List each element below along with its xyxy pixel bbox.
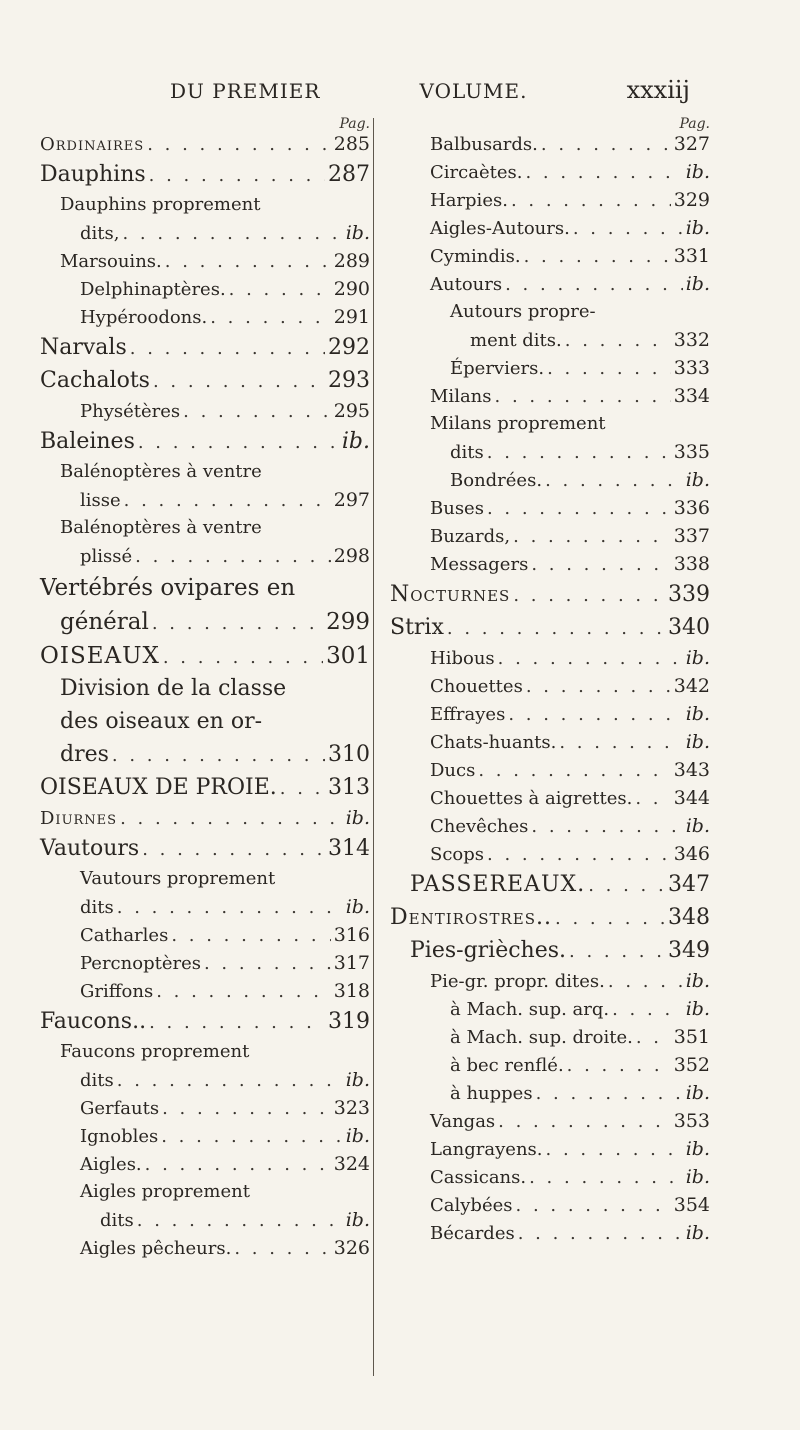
toc-entry: Chouettes . . . 342 (390, 674, 710, 698)
toc-entry-line: Vertébrés ovipares en (40, 575, 296, 601)
toc-entry: Chouettes à aigrettes. . . . 344 (390, 786, 710, 810)
toc-entry: Langrayens. . . . ib. (390, 1137, 710, 1161)
toc-entry: Harpies. . . . 329 (390, 188, 710, 212)
toc-entry: Chats-huants. . . . ib. (390, 730, 710, 754)
toc-entry: Messagers . . . 338 (390, 552, 710, 576)
toc-entry: Diurnes . . . ib. (40, 806, 370, 830)
header-center: VOLUME. (419, 79, 528, 103)
toc-entry: Marsouins. . . . 289 (40, 249, 370, 273)
toc-entry: Balbusards. . . . 327 (390, 132, 710, 156)
toc-entry: à bec renflé. . . . 352 (390, 1053, 710, 1077)
toc-entry: Ignobles . . . ib. (40, 1124, 370, 1148)
toc-entry: Cassicans. . . . ib. (390, 1165, 710, 1189)
toc-entry: Hibous . . . ib. (390, 646, 710, 670)
pag-label: Pag. (339, 116, 370, 132)
toc-entry: PASSEREAUX. . . . 347 (390, 870, 710, 900)
toc-entry: Nocturnes . . . 339 (390, 580, 710, 610)
toc-entry: Chevêches . . . ib. (390, 814, 710, 838)
toc-entry: dits, . . . ib. (40, 221, 370, 245)
toc-entry-line: Vautours proprement (80, 868, 276, 889)
toc-entry: Cymindis. . . . 331 (390, 244, 710, 268)
header-page-number: xxxiij (626, 76, 690, 104)
toc-entry-line: Milans proprement (430, 413, 606, 434)
toc-entry: Vautours . . . 314 (40, 834, 370, 864)
toc-entry-line: Aigles proprement (80, 1181, 250, 1202)
toc-entry: Pies-grièches. . . . 349 (390, 936, 710, 966)
toc-entry-line: des oiseaux en or- (60, 709, 263, 734)
toc-entry: Vangas . . . 353 (390, 1109, 710, 1133)
left-column (40, 118, 370, 1264)
toc-entry: Griffons . . . 318 (40, 979, 370, 1003)
toc-entry: Effrayes . . . ib. (390, 702, 710, 726)
toc-entry: Delphinaptères. . . . 290 (40, 277, 370, 301)
toc-entry: plissé . . . 298 (40, 544, 370, 568)
toc-entry: Aigles-Autours. . . . ib. (390, 216, 710, 240)
toc-entry: Catharles . . . 316 (40, 923, 370, 947)
toc-entry: Cachalots . . . 293 (40, 366, 370, 396)
toc-entry: lisse . . . 297 (40, 488, 370, 512)
toc-entry-line: Autours propre- (450, 301, 596, 322)
toc-entry: Scops . . . 346 (390, 842, 710, 866)
toc-entry: Aigles pêcheurs. . . . 326 (40, 1236, 370, 1260)
toc-entry: dits . . . ib. (40, 1208, 370, 1232)
toc-entry: Autours . . . ib. (390, 272, 710, 296)
toc-entry: Faucons.. . . . 319 (40, 1007, 370, 1037)
toc-entry: Hypéroodons. . . . 291 (40, 305, 370, 329)
toc-entry: Bondrées. . . . ib. (390, 468, 710, 492)
toc-entry: Buzards, . . . 337 (390, 524, 710, 548)
toc-entry: à huppes . . . ib. (390, 1081, 710, 1105)
toc-entry: dits . . . ib. (40, 895, 370, 919)
toc-entry: Gerfauts . . . 323 (40, 1096, 370, 1120)
toc-entry: OISEAUX DE PROIE. . . . 313 (40, 773, 370, 803)
toc-entry: Pie-gr. propr. dites. . . . ib. (390, 969, 710, 993)
toc-entry: dres . . . 310 (40, 740, 370, 770)
toc-entry: Dentirostres.. . . . 348 (390, 903, 710, 933)
toc-entry: Dauphins . . . 287 (40, 160, 370, 190)
right-column (390, 118, 710, 1249)
toc-entry: Ordinaires . . . 285 (40, 132, 370, 156)
toc-entry: Éperviers. . . . 333 (390, 356, 710, 380)
toc-entry: Circaètes. . . . ib. (390, 160, 710, 184)
toc-entry: Physétères . . . 295 (40, 399, 370, 423)
toc-entry: ment dits. . . . 332 (390, 328, 710, 352)
toc-entry: à Mach. sup. droite. . . . 351 (390, 1025, 710, 1049)
toc-entry: Buses . . . 336 (390, 496, 710, 520)
toc-entry: Milans . . . 334 (390, 384, 710, 408)
header-left: DU PREMIER (170, 79, 321, 103)
toc-entry: Strix . . . 340 (390, 613, 710, 643)
toc-entry-line: Balénoptères à ventre (60, 461, 262, 482)
toc-entry: Bécardes . . . ib. (390, 1221, 710, 1245)
toc-entry: dits . . . 335 (390, 440, 710, 464)
column-divider (373, 118, 374, 1376)
pag-label: Pag. (679, 116, 710, 132)
toc-entry-line: Dauphins proprement (60, 194, 261, 215)
toc-entry: Ducs . . . 343 (390, 758, 710, 782)
toc-entry: dits . . . ib. (40, 1068, 370, 1092)
toc-entry-line: Balénoptères à ventre (60, 517, 262, 538)
toc-entry: Baleines . . . ib. (40, 427, 370, 457)
toc-entry: général . . . 299 (40, 606, 370, 638)
toc-entry: OISEAUX . . . 301 (40, 640, 370, 672)
toc-entry: Aigles. . . . 324 (40, 1152, 370, 1176)
toc-entry-line: Faucons proprement (60, 1041, 250, 1062)
running-header (170, 76, 690, 104)
toc-entry-line: Division de la classe (60, 676, 287, 701)
toc-entry: Calybées . . . 354 (390, 1193, 710, 1217)
toc-entry: Narvals . . . 292 (40, 333, 370, 363)
toc-entry: Percnoptères . . . 317 (40, 951, 370, 975)
toc-entry: à Mach. sup. arq. . . . ib. (390, 997, 710, 1021)
